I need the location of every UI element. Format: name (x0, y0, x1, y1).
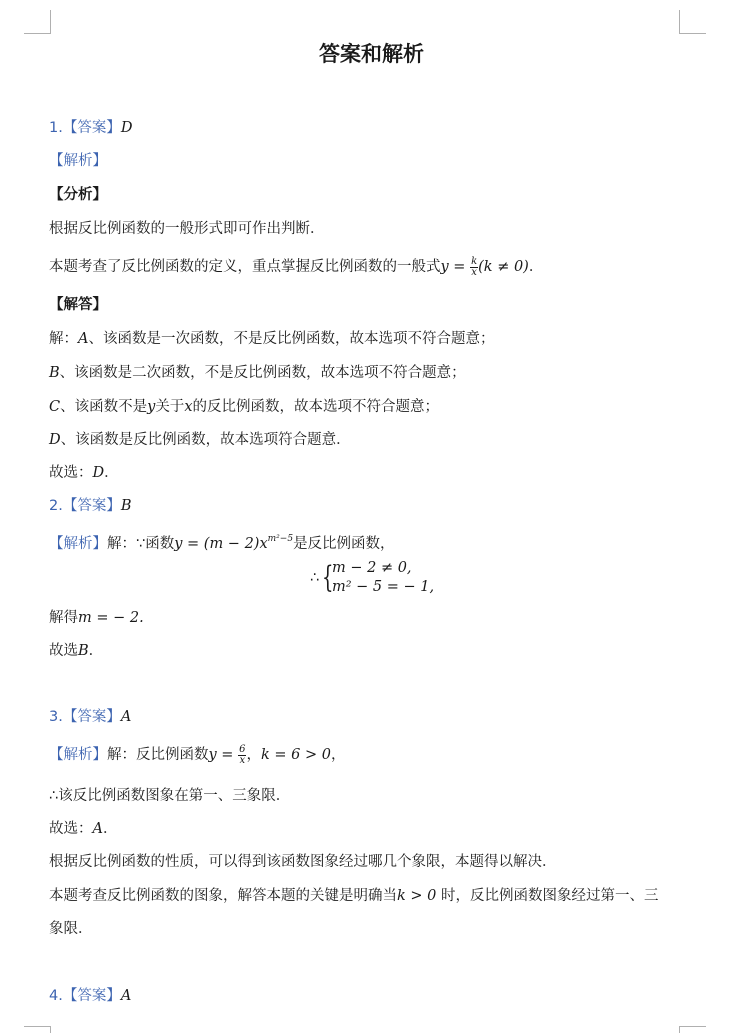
q3-line5 (49, 885, 659, 907)
q4-answer-line (49, 985, 131, 1007)
q1-a-letter: A (78, 331, 89, 347)
q1-answer-tag: 【答案】 (62, 120, 121, 136)
q1-c-t1: 、该函数不是 (60, 399, 148, 415)
q2-analysis-tag: 【解析】 (49, 536, 107, 552)
q1-choose-pre: 故选： (49, 465, 93, 481)
q3-frac-num: 6 (239, 743, 246, 755)
q3-number: 3. (49, 709, 63, 725)
q2-choose-end: ． (88, 643, 104, 659)
q3-frac-den: x (239, 754, 246, 766)
q3-answer-line (49, 706, 131, 728)
q3-line5-post: 时，反比例函数图象经过第一、三 (436, 888, 659, 904)
q2-system-row1: m − 2 ≠ 0, (332, 560, 412, 576)
q3-answer-tag: 【答案】 (62, 709, 121, 725)
q3-line5-k: k > 0 (397, 888, 437, 904)
q1-frac-num: k (471, 255, 478, 267)
q1-line2-end: ． (528, 259, 544, 275)
q1-a-pre: 解： (49, 331, 78, 347)
page-title: 答案和解析 (319, 41, 424, 66)
q4-answer: A (120, 988, 132, 1004)
q1-frac-den: x (471, 266, 477, 278)
q1-option-d (49, 429, 351, 451)
q2-choose-letter: B (78, 643, 89, 659)
q2-answer-line (49, 495, 132, 517)
q3-analysis-tag: 【解析】 (49, 747, 107, 763)
q1-d-letter: D (49, 432, 61, 448)
q2-answer-tag: 【答案】 (62, 498, 121, 514)
q3-choose-pre: 故选： (49, 821, 93, 837)
q1-analysis-tag: 【解析】 (49, 153, 107, 169)
q4-answer-tag: 【答案】 (62, 988, 121, 1004)
q1-fenxi-tag: 【分析】 (49, 187, 107, 203)
q3-eq: = (216, 747, 239, 763)
q1-d-text: 、该函数是反比例函数，故本选项符合题意． (60, 432, 351, 448)
q1-line2-cond: (k ≠ 0) (478, 259, 529, 275)
q1-line1: 根据反比例函数的一般形式即可作出判断． (49, 221, 325, 237)
q1-jieda-tag: 【解答】 (49, 297, 107, 313)
therefore-symbol: ∴ (310, 570, 320, 586)
q3-analysis-line (49, 744, 345, 766)
q4-number: 4. (49, 988, 63, 1004)
q3-comma: ， (246, 747, 261, 763)
q1-option-b (49, 362, 466, 384)
crop-mark-top-right (679, 10, 706, 34)
q1-option-c (49, 396, 439, 418)
q1-line2-text: 本题考查了反比例函数的定义，重点掌握反比例函数的一般式 (49, 259, 441, 275)
q3-answer: A (120, 709, 132, 725)
q3-t2: ， (330, 747, 346, 763)
q2-solve-expr: m = − 2. (78, 610, 144, 626)
q1-c-t3: 的反比例函数，故本选项不符合题意； (192, 399, 439, 415)
q1-line2 (49, 256, 543, 278)
q3-k-expr: k = 6 > 0 (260, 747, 331, 763)
q1-line2-y: y (440, 259, 449, 275)
q1-c-x: x (184, 399, 193, 415)
q1-answer: D (120, 120, 133, 136)
q2-solve (49, 607, 144, 629)
q2-number: 2. (49, 498, 63, 514)
q3-line2: ∴该反比例函数图象在第一、三象限． (49, 788, 291, 804)
q1-line2-eq: = (448, 259, 471, 275)
brace-icon: { (322, 560, 334, 595)
q3-line6: 象限． (49, 921, 93, 937)
q3-t1: 解：反比例函数 (107, 747, 209, 763)
q3-y: y (208, 747, 217, 763)
q1-b-letter: B (49, 365, 60, 381)
q3-line4: 根据反比例函数的性质，可以得到该函数图象经过哪几个象限，本题得以解决． (49, 854, 557, 870)
crop-mark-top-left (24, 10, 51, 34)
q1-b-text: 、该函数是二次函数，不是反比例函数，故本选项不符合题意； (59, 365, 466, 381)
q2-t1: 解：∵函数 (107, 536, 175, 552)
q2-t2: 是反比例函数， (293, 536, 395, 552)
q2-choose (49, 640, 103, 662)
q3-choose-letter: A (92, 821, 103, 837)
q1-c-t2: 关于 (155, 399, 185, 415)
q1-choose (49, 462, 119, 484)
q2-answer: B (120, 498, 132, 514)
q2-choose-pre: 故选 (49, 643, 78, 659)
q1-option-a (49, 328, 494, 350)
q1-a-text: 、该函数是一次函数，不是反比例函数，故本选项不符合题意； (88, 331, 495, 347)
q3-line5-pre: 本题考查反比例函数的图象，解答本题的关键是明确当 (49, 888, 397, 904)
q2-system-row2: m² − 5 = − 1, (332, 579, 435, 595)
q3-choose-end: ． (102, 821, 118, 837)
q1-c-y: y (147, 399, 156, 415)
q1-choose-end: ． (104, 465, 119, 481)
q1-c-letter: C (49, 399, 61, 415)
q3-choose (49, 818, 117, 840)
q1-choose-letter: D (92, 465, 105, 481)
q2-analysis-line (49, 528, 395, 555)
q2-exponent: m²−5 (267, 534, 294, 544)
q2-solve-pre: 解得 (49, 610, 78, 626)
q2-formula: y = (m − 2)x (174, 536, 268, 552)
q1-answer-line (49, 117, 132, 139)
q1-number: 1. (49, 120, 63, 136)
q1-fraction (470, 257, 478, 278)
